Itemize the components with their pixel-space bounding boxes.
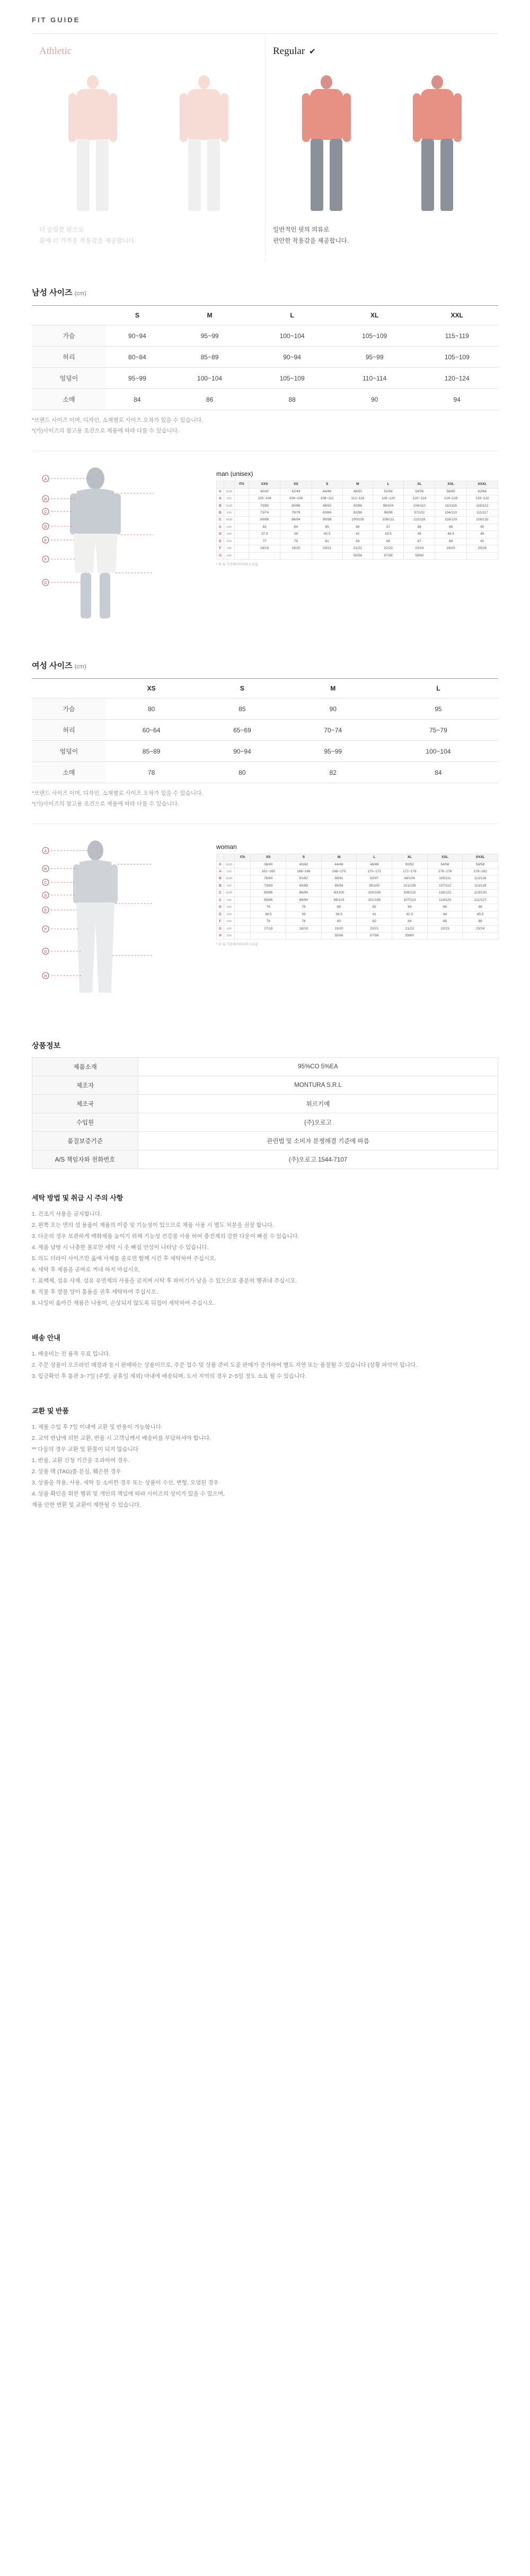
men-measure-chart [216,461,498,566]
info-label-warranty: 품질보증기준 [32,1132,138,1150]
men-col-2: M [169,306,251,325]
wash-care-body [32,1209,498,1309]
men-detail-col-xxl: XXL [435,481,466,488]
svg-text:B: B [44,867,47,872]
women-detail-header-row [217,854,498,861]
wash-line-4: 5. 의도 더라이 사이즈만 옳에 사제를 줄로먼 함께 시킨 후 세탁하여 주십시오. [32,1255,217,1262]
table-row: 소매 78 80 82 84 [32,762,498,783]
men-row-0-v0: 90~94 [106,325,169,347]
women-detail-col-xxl: XXL [427,854,463,861]
wash-line-7: 8. 직물 후 장물 양이 홀륨을 권후 세탁하여 주십시오. [32,1289,158,1296]
men-chart-title: man (unisex) [216,470,253,478]
table-row: A cm 100~104 104~108 108~112 112~116 116~120 120~124 124~128 128~132 [217,495,498,502]
men-detail-table [216,481,498,560]
women-chart-title: woman [216,843,237,851]
men-size-header-row [32,306,498,325]
svg-text:A: A [44,477,47,482]
table-row: H cm 55/56 57/58 59/60 [217,932,498,939]
men-detail-col-l: L [373,481,403,488]
men-row-2-v4: 120~124 [416,368,498,389]
men-col-4: XL [333,306,416,325]
men-row-2-v0: 95~99 [106,368,169,389]
table-row: C inch 80/88 86/94 90/98 100/105 108/111 112/118 116/120 126/132 [217,517,498,524]
product-info-table [32,1057,498,1169]
men-row-3-v2: 88 [251,389,333,410]
table-row [32,1095,498,1113]
svg-text:C: C [44,510,47,515]
table-row: A cm 162~165 166~168 168~170 170~172 172~176 176~178 178~182 [217,869,498,875]
men-detail-col-m: M [342,481,373,488]
table-row: 허리 60~64 65~69 70~74 75~79 [32,720,498,741]
returns-title: 교환 및 반품 [32,1407,69,1415]
women-col-3: M [288,679,378,698]
athletic-description [39,225,260,246]
men-detail-unit-col [224,481,235,488]
info-label-importer: 수입원 [32,1113,138,1132]
men-col-1: S [106,306,169,325]
men-measure-diagram [32,461,207,635]
women-detail-col-xs: XS [251,854,286,861]
shipping-line-2: 3. 입금확인 후 통관 3~7일 (주말, 공휴일 제외) 마내에 배송되며, 도서 지역의 경우 2~5일 정도 소요 될 수 있습니다. [32,1373,307,1380]
info-label-manufacturer: 제조자 [32,1076,138,1095]
svg-text:E: E [44,909,47,913]
table-row: B cm 73/74 79/79 83/84 92/96 96/98 97/102 104/110 111/117 [217,510,498,517]
women-row-0-label: 가슴 [32,698,106,720]
svg-text:C: C [44,881,47,886]
men-row-0-v2: 100~104 [251,325,333,347]
table-row: C inch 80/86 86/94 90/100 100/108 108/115 116/122 123/130 [217,890,498,897]
women-col-4: L [378,679,498,698]
regular-figure-back [405,75,469,213]
info-value-warranty: 관련법 및 소비자 분쟁해결 기준에 따름 [138,1132,498,1150]
men-col-0 [32,306,106,325]
women-detail-col-xxxl: XXXL [463,854,498,861]
women-detail-col-m: M [321,854,357,861]
regular-description [273,225,493,246]
men-row-3-v0: 84 [106,389,169,410]
women-detail-col-s: S [286,854,322,861]
men-chart-note: * 위 표 기준에서부터의 소요값 [216,563,258,567]
men-row-2-label: 엉덩이 [32,368,106,389]
returns-line-4: 1. 반품, 교환 신청 기간을 초과하여 경우. [32,1457,130,1464]
table-row: F cm 19/19 19/20 20/21 21/22 22/23 23/24 24/25 25/26 [217,545,498,552]
fit-option-regular-label [273,46,493,57]
men-row-3-label: 소매 [32,389,106,410]
women-note-0: *브랜드 사이즈 이며, 디자인, 소재별로 사이즈 오차가 있을 수 있습니다. [32,790,204,797]
table-row: 엉덩이 85~89 90~94 95~99 100~104 [32,741,498,762]
table-row: B cm 73/83 84/89 89/94 95/100 101/106 107/112 113/118 [217,882,498,889]
women-col-1: XS [106,679,197,698]
table-row [32,368,498,389]
men-detail-col-xxs: XXS [249,481,280,488]
info-label-country: 제조국 [32,1095,138,1113]
women-detail-col-xl: XL [392,854,428,861]
men-row-2-v1: 100~104 [169,368,251,389]
women-col-0 [32,679,106,698]
info-label-as-contact: A/S 책임자와 전화번호 [32,1150,138,1169]
table-row [32,1076,498,1095]
shipping-body [32,1349,498,1382]
wash-line-5: 6. 세탁 후 제품을 곧바로 꺼내 하지 마십시오. [32,1267,140,1273]
info-label-material: 제품소재 [32,1058,138,1076]
men-row-1-v4: 105~109 [416,347,498,368]
men-col-5: XXL [416,306,498,325]
men-row-1-v2: 90~94 [251,347,333,368]
women-measure-diagram [32,834,207,1008]
men-row-0-v4: 115~119 [416,325,498,347]
table-row: E cm 38.5 39 39.5 41 42.5 44 45.5 [217,911,498,918]
women-note-1: *(가)사이즈의 참고용 조건으로 제품에 따라 다를 수 있습니다. [32,801,179,808]
women-size-table [32,678,498,783]
women-size-unit: (cm) [74,663,86,670]
athletic-figures [37,65,260,213]
regular-figure-front [295,75,358,213]
men-detail-header-row [217,481,498,488]
table-row [32,389,498,410]
svg-text:D: D [44,525,47,529]
returns-line-5: 2. 상품 택 (TAG)를 분실, 훼손한 경우 [32,1468,121,1475]
svg-text:F: F [44,928,47,932]
svg-text:H: H [44,975,47,979]
men-detail-col-xl: XL [404,481,435,488]
regular-label-text: Regular [273,46,305,57]
table-row [32,347,498,368]
svg-text:A: A [44,849,47,854]
men-size-table [32,305,498,410]
table-row [32,1058,498,1076]
athletic-figure-front [61,75,125,213]
men-row-2-v3: 110~114 [333,368,416,389]
wash-line-3: 4. 제품 남방 시 나충한 물로만 세탁 시 옷 빠짐 안상이 나타날 수 있습니다. [32,1244,209,1251]
wash-line-1: 2. 왼쪽 오는 면의 섬 용품이 제품의 이중 및 기능성이 있으므로 제품 사용 시 별도 처분을 권장 합니다. [32,1222,274,1229]
returns-line-0: 1. 제품 수입 후 7일 이내에 교환 및 반품이 가능합니다. [32,1424,163,1431]
shipping-line-0: 1. 배송비는 전 품목 무료 입니다. [32,1351,110,1358]
women-row-1-label: 허리 [32,720,106,741]
men-row-0-label: 가슴 [32,325,106,347]
men-col-3: L [251,306,333,325]
returns-line-3: ** 다음의 경우 교환 및 환불이 되지 않습니다 [32,1446,139,1453]
svg-text:G: G [44,950,47,954]
men-row-3-v4: 94 [416,389,498,410]
table-row: B inch 76/80 81/82 88/91 92/97 98/104 105/111 112/118 [217,875,498,882]
wash-care-title: 세탁 방법 및 취급 시 주의 사항 [32,1194,123,1202]
women-row-3-label: 소매 [32,762,106,783]
svg-text:G: G [44,581,47,586]
table-row: G cm 55/56 57/58 59/60 [217,552,498,559]
returns-line-1: 2. 교역 반납에 의한 교환, 반품 시 고객님께서 배송비를 부담하셔야 합니다. [32,1435,211,1442]
product-info-heading: 상품정보 [32,1041,61,1050]
men-detail-col-s: S [312,481,342,488]
regular-figures [271,65,493,213]
women-detail-col-ita: ITA [235,854,251,861]
svg-text:E: E [44,539,47,543]
table-row: C cm 82 84 85 86 87 88 89 90 [217,524,498,530]
women-detail-table [216,854,498,940]
returns-line-6: 3. 상품을 착용, 사용, 세탁 등 소비한 경우 또는 상품이 수선, 변형, 오염된 경우 [32,1480,219,1486]
women-size-heading-text: 여성 사이즈 [32,661,73,671]
men-row-3-v1: 86 [169,389,251,410]
women-size-heading [32,660,498,671]
men-row-0-v1: 95~99 [169,325,251,347]
women-measure-chart [216,834,498,946]
men-detail-col-xxxl: XXXL [466,481,498,488]
shipping-line-1: 2. 주문 상품이 오프라인 매장과 동시 판매하는 상품이므로, 주문 접수 및 상품 준비 도중 판매가 증가하여 별도 지연 또는 품절될 수 있습니다 (상황 파악이 됩니다. [32,1362,418,1369]
table-row: A inch 40/42 42/44 44/46 46/50 52/54 54/56 56/60 62/64 [217,488,498,495]
men-note-0: *브랜드 사이즈 이며, 디자인, 소재별로 사이즈 오차가 있을 수 있습니다. [32,417,204,424]
men-detail-col-xs: XS [280,481,312,488]
men-measure-illustration [32,461,207,635]
info-value-country: 튀르키예 [138,1095,498,1113]
women-col-2: S [197,679,287,698]
svg-text:B: B [44,498,47,502]
table-row: 가슴 80 85 90 95 [32,698,498,720]
athletic-description-line2: 몸에 더 가까운 착용감을 제공합니다. [39,237,136,244]
info-value-material: 95%CO 5%EA [138,1058,498,1076]
table-row [32,1150,498,1169]
women-row-2-label: 엉덩이 [32,741,106,762]
table-row: D cm 76 78 80 82 84 86 88 [217,904,498,911]
men-row-2-v2: 105~109 [251,368,333,389]
regular-description-line1: 일반적인 핏의 의류로 [273,227,330,233]
table-row: F cm 76 78 80 82 84 86 88 [217,918,498,925]
fit-option-athletic[interactable] [32,34,265,262]
athletic-figure-back [172,75,236,213]
women-detail-lab-col [217,854,224,861]
check-icon: ✔ [309,48,316,56]
women-measure-block [32,824,498,1008]
returns-line-7: 4. 상품 확인을 위한 행위 및 개인의 책임에 따라 사이즈의 상이가 있을 수 있으며, [32,1491,225,1498]
table-row: D cm 37.5 38 40.5 42 43.5 45 46.5 48 [217,531,498,538]
wash-line-6: 7. 표백제, 섬유 샤제, 섬유 유연제의 사용을 금지며 시탁 후 피어기가 남을 수 있으므로 충분히 헹궈내 주십시오. [32,1278,297,1285]
men-detail-lab-col [217,481,224,488]
table-row [32,1132,498,1150]
info-value-manufacturer: MONTURA S.R.L [138,1076,498,1095]
fit-guide-title: FIT GUIDE [32,16,81,24]
table-row: G cm 17/18 18/19 19/20 20/21 21/22 22/23 23/24 [217,925,498,932]
women-detail-unit-col [224,854,235,861]
table-row: C cm 80/86 86/94 96/103 101/108 107/113 114/120 121/127 [217,897,498,904]
men-size-unit: (cm) [74,290,86,297]
women-size-notes [32,789,498,810]
wash-line-0: 1. 건조기 사용을 금지합니다. [32,1211,102,1218]
women-detail-col-l: L [357,854,392,861]
shipping-title: 배송 안내 [32,1334,60,1342]
women-measure-illustration [32,834,207,1008]
table-row [32,1113,498,1132]
wash-line-2: 3. 다운의 경우 보관하게 백화제품 높이기 위해 기능성 건강물 사용 하여 충전제의 강한 다운이 빠질 수 있습니다. [32,1233,299,1240]
men-measure-block [32,450,498,635]
men-detail-col-ita: ITA [235,481,249,488]
table-row [32,325,498,347]
svg-text:D: D [44,894,47,898]
women-size-header-row [32,679,498,698]
women-chart-note: * 위 표 기준에서부터의 소요값 [216,943,258,947]
returns-line-8: 제품 안한 변환 및 교환이 제한될 수 있습니다. [32,1502,141,1509]
svg-text:F: F [44,558,47,562]
athletic-description-line1: 더 슬림한 핏으로 [39,227,84,233]
men-note-1: *(가)사이즈의 참고용 조건으로 제품에 따라 다를 수 있습니다. [32,428,179,435]
regular-description-line2: 편안한 착용감을 제공합니다. [273,237,349,244]
table-row: E cm 77 79 81 83 85 87 89 91 [217,538,498,545]
men-size-heading [32,287,498,298]
men-row-1-v0: 80~84 [106,347,169,368]
info-value-as-contact: (주)오로고 1544-7107 [138,1150,498,1169]
table-row: A inch 38/40 40/42 44/46 46/48 50/52 54/56 56/58 [217,861,498,868]
men-row-1-v1: 85~89 [169,347,251,368]
men-size-notes [32,415,498,437]
men-row-1-v3: 95~99 [333,347,416,368]
men-row-1-label: 허리 [32,347,106,368]
men-size-heading-text: 남성 사이즈 [32,288,73,298]
returns-body [32,1422,498,1511]
fit-guide-columns [32,33,498,262]
fit-option-athletic-label: Athletic [39,46,72,57]
fit-option-regular[interactable] [265,34,498,262]
table-row: B inch 70/80 80/86 86/92 92/98 98/104 104/110 110/116 116/122 [217,502,498,509]
info-value-importer: (주)오로고 [138,1113,498,1132]
men-row-0-v3: 105~109 [333,325,416,347]
wash-line-8: 9. 나일이 옳아간 제품은 나용이, 손상되지 않도록 뒤집어 세탁하여 주십시오. [32,1300,215,1307]
men-row-3-v3: 90 [333,389,416,410]
